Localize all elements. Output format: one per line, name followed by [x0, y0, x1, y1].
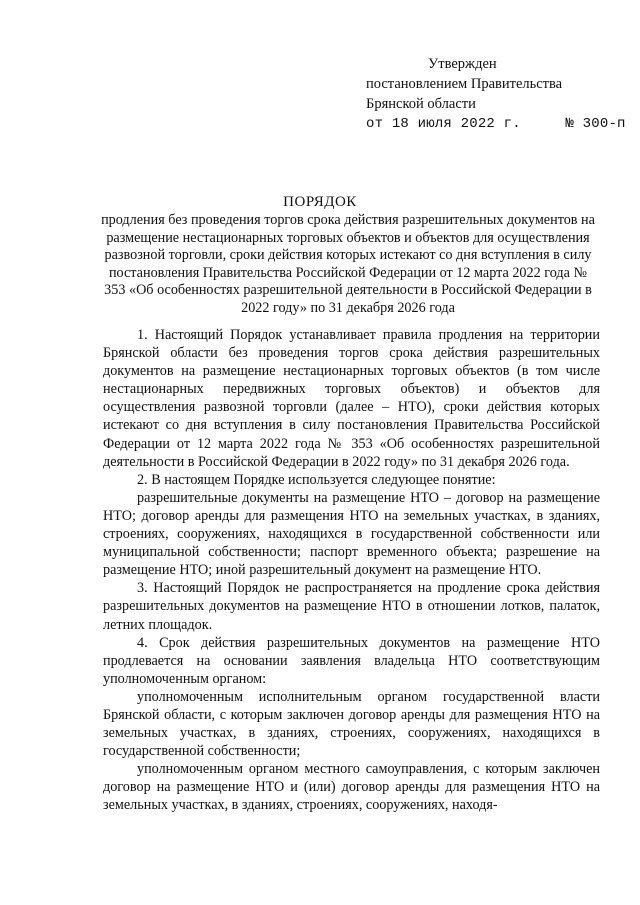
approval-line-1: Утвержден	[428, 56, 497, 72]
approval-date-prefix: от	[366, 116, 384, 132]
paragraph-2-definition: разрешительные документы на размещение НТО – договор на размещение НТО; договор аренды для размещения НТО на земельных участках, в зданиях, строениях, сооружениях, находящихся в государственной собственности или муниципальной собственности; паспорт временного объекта; разрешение на размещение НТО; иной разрешительный документ на размещение НТО.	[103, 489, 600, 579]
paragraph-4-item-2: уполномоченным органом местного самоуправления, с которым заключен договор на размещение НТО и (или) договор аренды для размещения НТО на земельных участках, в зданиях, строениях, сооружениях, находя-	[103, 761, 600, 814]
paragraph-4: 4. Срок действия разрешительных документов на размещение НТО продлевается на основании заявления владельца НТО соответствующим уполномоченным органом:	[103, 634, 600, 687]
approval-date-line	[366, 114, 626, 134]
document-title: ПОРЯДОК	[283, 194, 357, 210]
paragraph-3: 3. Настоящий Порядок не распространяется на продление срока действия разрешительных документов на размещение НТО в отношении лотков, палаток, летних площадок.	[103, 580, 600, 633]
paragraph-2: 2. В настоящем Порядке используется следующее понятие:	[137, 471, 496, 488]
approval-line-3: Брянской области	[366, 96, 476, 112]
paragraph-1: 1. Настоящий Порядок устанавливает правила продления на территории Брянской области без проведения торгов срока действия разрешительных документов на размещение нестационарных торговых объектов (в том числе нестационарных передвижных торговых объектов) и объектов для осуществления развозной торговли (далее – НТО), сроки действия которых истекают со дня вступления в силу постановления Правительства Российской Федерации от 12 марта 2022 года № 353 «Об особенностях разрешительной деятельности в Российской Федерации в 2022 году» по 31 декабря 2026 года.	[103, 327, 600, 470]
paragraph-4-item-1: уполномоченным исполнительным органом государственной власти Брянской области, с которым заключен договор аренды для размещения НТО на земельных участках, в зданиях, строениях, сооружениях, находящихся в государственной собственности;	[103, 688, 600, 760]
approval-date: 18 июля 2022 г.	[391, 116, 521, 132]
document-subtitle: продления без проведения торгов срока действия разрешительных документов на размещение нестационарных торговых объектов и объектов для осуществления развозной торговли, сроки действия которых истекают со дня вступления в силу постановления Правительства Российской Федерации от 12 марта 2022 года № 353 «Об особенностях разрешительной деятельности в Российской Федерации в 2022 году» по 31 декабря 2026 года	[101, 212, 595, 316]
approval-block	[366, 54, 626, 134]
approval-line-2: постановлением Правительства	[366, 76, 563, 92]
approval-number: № 300-п	[565, 116, 626, 132]
document-body	[103, 326, 600, 815]
